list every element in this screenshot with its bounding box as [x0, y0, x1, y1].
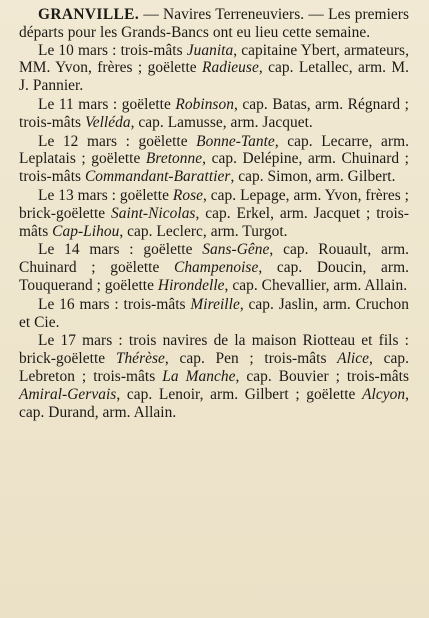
entry-text: , cap. Lenoir, arm. Gilbert ; goëlette	[116, 385, 363, 403]
article-intro	[19, 6, 409, 42]
entry-text: Le 16 mars : trois-mâts	[38, 295, 191, 313]
ship-name: Radieuse	[202, 59, 259, 77]
departure-entry	[19, 42, 409, 95]
entry-text: , cap. Durand, arm. Allain.	[19, 385, 409, 421]
departure-list	[19, 42, 409, 422]
entry-text: Le 12 mars : goëlette	[38, 132, 197, 150]
ship-name: Alice	[337, 350, 370, 368]
departure-entry	[19, 133, 409, 186]
intro-text: — Navires Terreneuviers. — Les premiers départs pour les Grands-Bancs ont eu lieu cette semaine.	[19, 6, 409, 41]
ship-name: Robinson	[175, 95, 234, 113]
departure-entry	[19, 332, 409, 421]
ship-name: Thérèse	[115, 350, 165, 368]
ship-name: Juanita	[186, 41, 234, 59]
departure-entry	[19, 241, 409, 294]
ship-name: Velléda	[84, 113, 131, 131]
entry-text: , cap. Chevallier, arm. Allain.	[224, 276, 408, 294]
ship-name: Alcyon	[362, 385, 406, 403]
entry-text: , cap. Rouault, arm. Chuinard ; goëlette	[19, 241, 410, 277]
ship-name: Mireille	[190, 295, 240, 313]
ship-name: Sans-Gêne	[202, 241, 270, 259]
entry-text: , cap. Delépine, arm. Chuinard ; trois-mâts	[19, 150, 409, 186]
ship-name: Cap-Lihou	[52, 222, 120, 240]
entry-text: , cap. Pen ; trois-mâts	[164, 350, 338, 368]
place-heading: GRANVILLE.	[38, 6, 140, 23]
entry-text: , cap. Jaslin, arm. Cruchon et Cie.	[19, 295, 409, 331]
ship-name: Amiral-Gervais	[19, 385, 117, 403]
ship-name: Bretonne	[145, 150, 203, 168]
entry-text: , cap. Bouvier ; trois-mâts	[235, 367, 409, 385]
entry-text: , capitaine Ybert, armateurs, MM. Yvon, frères ; goëlette	[19, 41, 409, 77]
entry-text: Le 10 mars : trois-mâts	[38, 41, 187, 59]
ship-name: Rose	[172, 186, 203, 204]
entry-text: Le 17 mars : trois navires de la maison Riotteau et fils : brick-goëlette	[19, 332, 409, 368]
entry-text: , cap. Batas, arm. Régnard ; trois-mâts	[19, 95, 410, 131]
entry-text: , cap. Simon, arm. Gilbert.	[230, 168, 396, 186]
ship-name: Commandant-Barattier	[84, 168, 231, 186]
entry-text: , cap. Lecarre, arm. Leplatais ; goëlette	[19, 132, 409, 168]
entry-text: Le 11 mars : goëlette	[38, 95, 176, 113]
entry-text: Le 13 mars : goëlette	[38, 186, 173, 204]
entry-text: , cap. Lebreton ; trois-mâts	[19, 350, 409, 385]
ship-name: Bonne-Tante	[196, 132, 275, 150]
departure-entry	[19, 187, 409, 240]
entry-text: , cap. Doucin, arm. Touquerand ; goëlette	[19, 259, 409, 294]
entry-text: Le 14 mars : goëlette	[38, 241, 203, 259]
ship-name: La Manche	[162, 367, 236, 385]
ship-name: Saint-Nicolas	[111, 204, 196, 222]
departure-entry	[19, 96, 409, 132]
entry-text: , cap. Lepage, arm. Yvon, frères ; brick-goëlette	[19, 186, 409, 222]
entry-text: , cap. Erkel, arm. Jacquet ; trois-mâts	[19, 204, 409, 240]
ship-name: Hirondelle	[157, 276, 225, 294]
entry-text: , cap. Lamusse, arm. Jacquet.	[130, 113, 313, 131]
entry-text: , cap. Leclerc, arm. Turgot.	[119, 222, 288, 240]
departure-entry	[19, 296, 409, 332]
entry-text: , cap. Letallec, arm. M. J. Pannier.	[19, 59, 409, 95]
ship-name: Champenoise	[174, 259, 259, 277]
